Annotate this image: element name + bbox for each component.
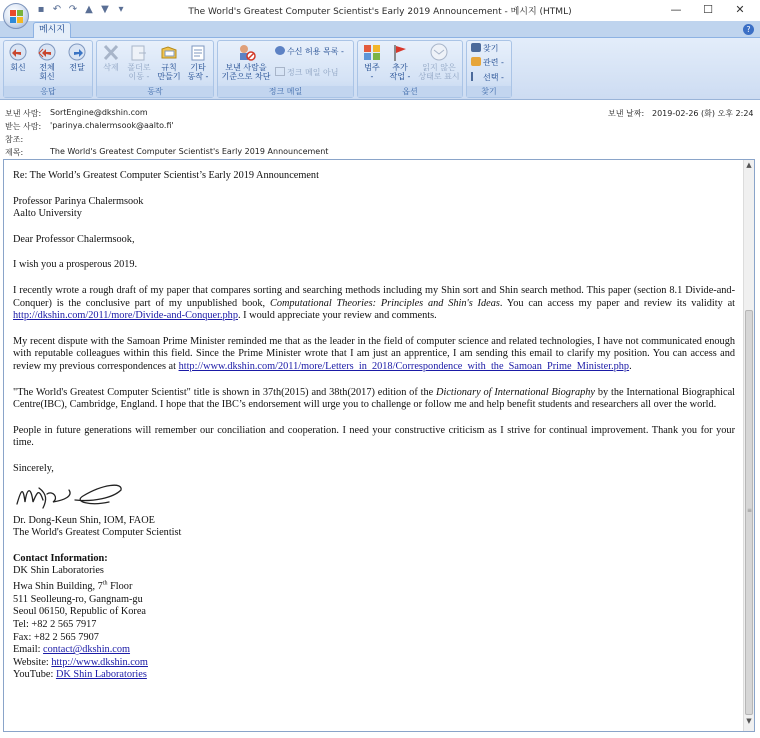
not-junk-button[interactable]: 정크 메일 아님 (275, 67, 338, 79)
create-rule-button[interactable]: 규칙 만들기 (156, 43, 182, 81)
recipient-org: Aalto University (13, 208, 82, 220)
book-title: Computational Theories: Principles and Shin's Ideas (269, 297, 500, 309)
window-controls (660, 1, 756, 19)
group-actions (96, 40, 214, 98)
recipient-name: Professor Parinya Chalermsook (13, 195, 144, 207)
categorize-button[interactable]: 범주 - (360, 43, 384, 81)
group-label-find: 찾기 (467, 86, 511, 97)
message-header (0, 100, 760, 158)
scroll-thumb[interactable] (745, 310, 753, 715)
website-link[interactable]: http://www.dkshin.com (51, 656, 148, 668)
fax: Fax: +82 2 565 7907 (13, 631, 99, 643)
ribbon (0, 38, 760, 100)
from-label: 보낸 사람: (5, 109, 42, 118)
forward-icon (67, 43, 87, 62)
title-bar (0, 0, 760, 21)
dictionary-title: Dictionary of International Biography (436, 386, 595, 398)
sent-value: 2019-02-26 (화) 오후 2:24 (652, 109, 754, 118)
help-icon[interactable]: ? (743, 24, 754, 35)
customize-qat-icon[interactable]: ▾ (118, 4, 124, 15)
not-junk-icon (275, 67, 285, 76)
group-junk (217, 40, 354, 98)
paper-link[interactable]: http://dkshin.com/2011/more/Divide-and-Conquer.php (13, 310, 238, 322)
cc-label: 참조: (5, 135, 24, 144)
signer-title: The World's Greatest Computer Scientist (13, 527, 182, 539)
follow-up-button[interactable]: 추가 작업 - (388, 43, 412, 81)
tel: Tel: +82 2 565 7917 (13, 619, 97, 631)
group-label-junk: 정크 메일 (218, 86, 353, 97)
from-value[interactable]: SortEngine@dkshin.com (50, 108, 148, 117)
rules-icon (159, 43, 179, 62)
delete-button[interactable]: 삭제 (100, 43, 122, 72)
sent-label: 보낸 날짜: (608, 109, 645, 118)
group-find (466, 40, 512, 98)
paragraph-2: My recent dispute with the Samoan Prime Minister reminded me that as the leader in the field of computer science and related technologies, I have not communicated enough with reputable colleagues within this field. Since the Prime Minister wrote that I am just an apprentice, I am sending this email to clarify my position. You can access and review my previous correspondences at http://www.dkshin.com/2011/more/Letters_in_2018/Correspondence_with_the_Samoan_Prime_Minister.php. (13, 335, 735, 372)
maximize-button[interactable]: ☐ (703, 3, 713, 16)
block-sender-button[interactable]: 보낸 사람을 기준으로 차단 (220, 43, 272, 81)
down-arrow-icon[interactable]: ▼ (101, 4, 109, 15)
cursor-icon (471, 72, 481, 81)
select-button[interactable]: 선택 - (471, 72, 504, 84)
vertical-scrollbar[interactable] (743, 160, 754, 731)
lab-name: DK Shin Laboratories (13, 565, 104, 577)
group-options (357, 40, 463, 98)
office-button[interactable] (3, 3, 29, 29)
close-button[interactable]: ✕ (735, 3, 745, 16)
message-body[interactable] (3, 159, 755, 732)
tab-message[interactable]: 메시지 (33, 22, 71, 38)
closing: Sincerely, (13, 462, 54, 474)
categorize-icon (362, 43, 382, 62)
flag-icon (390, 43, 410, 62)
salutation: Dear Professor Chalermsook, (13, 233, 135, 245)
recipient-block (13, 196, 735, 221)
wish-line: I wish you a prosperous 2019. (13, 259, 138, 271)
group-label-respond: 응답 (4, 86, 92, 97)
re-line: Re: The World’s Greatest Computer Scientist’s Early 2019 Announcement (13, 170, 319, 181)
subject-label: 제목: (5, 148, 24, 157)
redo-icon[interactable]: ↷ (68, 4, 78, 15)
undo-icon[interactable]: ↶ (52, 4, 62, 15)
save-icon[interactable]: ▪ (37, 4, 45, 15)
to-value[interactable]: 'parinya.chalermsook@aalto.fi' (50, 121, 174, 130)
ribbon-tab-bar (0, 21, 760, 38)
group-label-options: 옵션 (358, 86, 462, 97)
paragraph-4: People in future generations will remember our conciliation and cooperation. I need your constructive criticism as I strive for continual improvement. Thank you for your time. (13, 424, 735, 449)
binoculars-icon (471, 43, 481, 52)
scroll-up-arrow-icon[interactable]: ▲ (746, 161, 752, 169)
email-link[interactable]: contact@dkshin.com (43, 644, 131, 656)
group-respond (3, 40, 93, 98)
move-folder-icon (129, 43, 149, 62)
scroll-grip-icon: ≡ (747, 507, 753, 514)
find-button[interactable]: 찾기 (471, 43, 498, 55)
street: 511 Seolleung-ro, Gangnam-gu (13, 593, 143, 605)
youtube-link[interactable]: DK Shin Laboratories (55, 669, 147, 681)
building: Hwa Shin Building, 7th Floor (13, 580, 133, 593)
minimize-button[interactable]: — (670, 3, 682, 16)
signature-block (13, 515, 735, 540)
forward-button[interactable]: 전달 (65, 43, 89, 72)
paragraph-1: I recently wrote a rough draft of my paper that compares sorting and searching methods including my Shin sort and Shin search method. This paper (section 8.1 Divide-and-Conquer) is the conclusive part of my unpublished book, Computational Theories: Principles and Shin's Ideas. You can access my paper and review its validity at http://dkshin.com/2011/more/Divide-and-Conquer.php. I would appreciate your review and comments. (13, 284, 736, 322)
up-arrow-icon[interactable]: ▲ (85, 4, 93, 15)
delete-icon (101, 43, 121, 62)
handwritten-signature (13, 478, 123, 514)
mark-unread-button[interactable]: 읽지 않은 상태로 표시 (416, 43, 462, 81)
safe-list-button[interactable]: 수신 허용 목록 - (275, 46, 344, 58)
reply-icon (8, 43, 28, 62)
reply-all-icon (37, 43, 57, 62)
subject-value: The World's Greatest Computer Scientist's Early 2019 Announcement (50, 147, 329, 156)
window-title: The World's Greatest Computer Scientist's Early 2019 Announcement - 메시지 (HTML) (188, 7, 572, 17)
move-to-folder-button[interactable]: 폴더로 이동 - (125, 43, 153, 81)
paragraph-3: "The World's Greatest Computer Scientist" title is shown in 37th(2015) and 38th(2017) edition of the Dictionary of International Biography by the International Biographical Centre(IBC), Cambridge, England. I hope that the IBC’s endorsement will urge you to challenge or follow me and help benefit students and researchers all over the world. (13, 386, 736, 411)
block-sender-icon (236, 43, 256, 62)
mark-unread-icon (429, 43, 449, 62)
other-actions-icon (188, 43, 208, 62)
city: Seoul 06150, Republic of Korea (13, 606, 146, 618)
reply-all-button[interactable]: 전체 회신 (36, 43, 58, 81)
safe-list-icon (275, 46, 285, 55)
related-button[interactable]: 관련 - (471, 57, 504, 69)
contact-heading: Contact Information: (13, 552, 108, 564)
other-actions-button[interactable]: 기타 동작 - (186, 43, 210, 81)
reply-button[interactable]: 회신 (7, 43, 29, 72)
to-label: 받는 사람: (5, 122, 42, 131)
correspondence-link[interactable]: http://www.dkshin.com/2011/more/Letters_in_2018/Correspondence_with_the_Samoan_Prime_Minister.php (178, 360, 630, 372)
signer-name: Dr. Dong-Keun Shin, IOM, FAOE (13, 514, 155, 526)
group-label-actions: 동작 (97, 86, 213, 97)
related-icon (471, 57, 481, 66)
scroll-down-arrow-icon[interactable]: ▼ (746, 717, 752, 725)
message-content (13, 170, 735, 682)
contact-block: Contact Information: DK Shin Laboratories Hwa Shin Building, 7th Floor 511 Seolleung-ro, Gangnam-gu Seoul 06150, Republic of Korea Tel: +82 2 565 7917 Fax: +82 2 565 7907 Email: contact@dkshin.com Website: http://www.dkshin.com YouTube: DK Shin Laboratories (13, 552, 148, 681)
